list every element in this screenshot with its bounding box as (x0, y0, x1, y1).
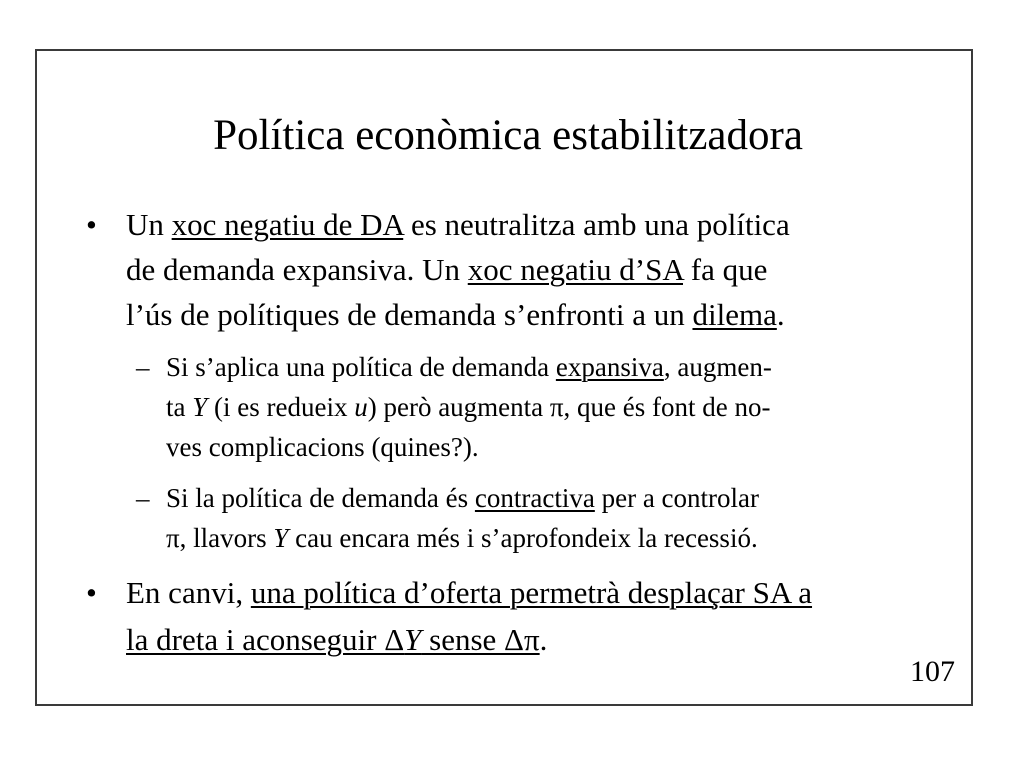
text-segment: . (776, 297, 785, 332)
underlined-phrase (126, 622, 540, 657)
text-segment: l’ús de polítiques de demanda s’enfronti a un (126, 297, 693, 332)
sub1-line2 (166, 391, 770, 423)
text-segment: per a controlar (594, 483, 760, 513)
underlined-term: dilema (692, 297, 777, 332)
text-segment: (i es redueix (207, 392, 355, 422)
bullet-marker: • (86, 207, 97, 242)
text-segment: ) però augmenta π, que és font de no- (367, 392, 771, 422)
sub2-line2 (166, 522, 758, 554)
text-segment: la dreta i aconseguir Δ (126, 622, 405, 657)
text-segment: Un (126, 207, 172, 242)
variable-y: Y (273, 523, 289, 553)
text-segment: Si la política de demanda és (166, 483, 475, 513)
underlined-term: xoc negatiu de DA (171, 207, 404, 242)
text-segment: ta (166, 392, 193, 422)
underlined-term: contractiva (474, 483, 595, 513)
bullet1-line2 (126, 252, 767, 288)
underlined-term: xoc negatiu d’SA (467, 252, 683, 287)
sub1-line1 (166, 351, 772, 383)
text-segment: Si s’aplica una política de demanda (166, 352, 556, 382)
slide-title: Política econòmica estabilitzadora (213, 112, 803, 159)
bullet1-line3 (126, 297, 785, 333)
variable-u: u (354, 392, 368, 422)
text-segment: de demanda expansiva. Un (126, 252, 468, 287)
text-segment: ves complicacions (quines?). (166, 432, 479, 462)
underlined-term: una política d’oferta permetrà desplaçar SA a (250, 575, 813, 610)
page-number: 107 (910, 655, 955, 688)
bullet2-line1 (126, 575, 812, 611)
bullet-marker: • (86, 575, 97, 610)
text-segment: . (539, 622, 548, 657)
text-segment: cau encara més i s’aprofondeix la recessió. (288, 523, 758, 553)
text-segment: es neutralitza amb una política (403, 207, 790, 242)
bullet1-line1 (126, 207, 790, 243)
text-segment: π, llavors (166, 523, 274, 553)
variable-y: Y (192, 392, 208, 422)
variable-y: Y (404, 622, 422, 657)
sub2-line1 (166, 482, 759, 514)
text-segment: fa que (683, 252, 768, 287)
dash-marker: – (136, 483, 150, 513)
underlined-term: expansiva (555, 352, 664, 382)
text-segment: sense Δπ (421, 622, 540, 657)
text-segment: , augmen- (663, 352, 772, 382)
sub1-line3 (166, 431, 479, 463)
bullet2-line2 (126, 622, 547, 658)
dash-marker: – (136, 352, 150, 382)
text-segment: En canvi, (126, 575, 251, 610)
